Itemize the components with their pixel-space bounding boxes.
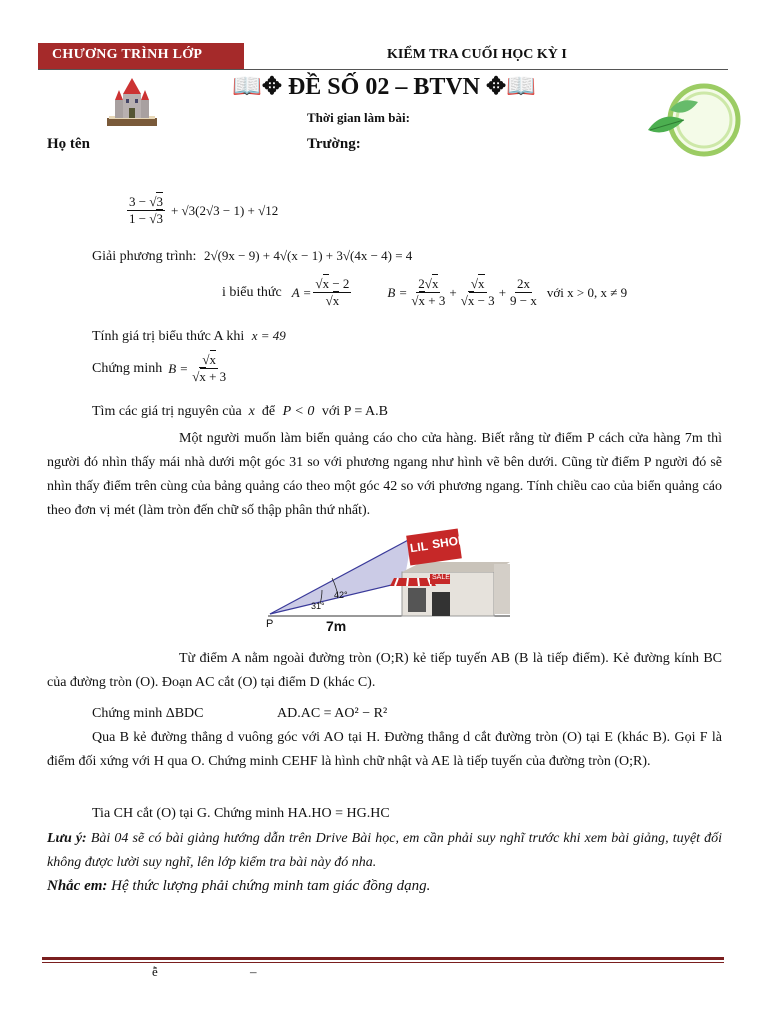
billboard-text-left: LIL xyxy=(409,538,429,556)
footer-char: ễ xyxy=(152,964,158,979)
p3a-value: x = 49 xyxy=(251,328,286,343)
p1-expr-tail: + √3(2√3 − 1) + √12 xyxy=(170,202,279,218)
school-label: Trường: xyxy=(307,136,361,152)
angle-label-low: 31° xyxy=(311,601,325,611)
angle-label-high: 42° xyxy=(334,590,348,600)
p3c-text: Tìm các giá trị nguyên của xyxy=(92,404,242,419)
time-label: Thời gian làm bài: xyxy=(307,110,410,125)
problem-3-intro: i biểu thức A = $\frac{√x - 2}{√x}$ B = $\frac{2√x}{√x + 3}$ + $\frac{√x}{√x - 3}$ + $\frac{2x}{9 - x}$ với x > 0, x ≠ 9 xyxy=(222,276,628,308)
p5a-text: Chứng minh ΔBDC xyxy=(92,706,204,721)
remind-block xyxy=(47,878,722,895)
expr-a-label: A = xyxy=(291,284,312,300)
remind-label: Nhắc em: xyxy=(47,878,108,894)
exam-label: KIỂM TRA CUỐI HỌC KỲ I xyxy=(387,47,567,62)
p3b-lhs: B = xyxy=(168,360,189,376)
book-icon-left: 📖✥ xyxy=(231,74,282,100)
problem-2 xyxy=(92,244,412,269)
note-label: Lưu ý: xyxy=(47,831,87,846)
expr-b-term3: $\frac{2x}{9 - x}$ xyxy=(510,276,537,308)
billboard-text-right: SHOP xyxy=(431,532,467,552)
p5a-expr: AD.AC = AO² − R² xyxy=(277,706,388,721)
castle-book-logo xyxy=(103,72,161,130)
header-rule xyxy=(38,69,728,70)
problem-5b-text: Qua B kẻ đường thẳng d vuông góc với AO tại H. Đường thẳng d cắt đường tròn (O) tại E (khác B). Gọi F là điểm đối xứng với H qua O. Chứng minh CEHF là hình chữ nhật và AE là tiếp tuyến của đường tròn (O;R). xyxy=(47,730,722,769)
p3c-cond: P < 0 xyxy=(282,404,315,419)
problem-3c: Tìm các giá trị nguyên của x để P < 0 với P = A.B xyxy=(92,404,388,419)
problem-5a xyxy=(92,702,387,726)
footer-dash: – xyxy=(250,964,257,979)
sale-sign-text: SALE xyxy=(432,574,450,581)
problem-3b xyxy=(92,352,230,385)
distance-label: 7m xyxy=(326,618,347,634)
footer-rule-thin xyxy=(42,962,724,963)
shop-figure xyxy=(262,526,512,638)
leaf-circle-logo xyxy=(640,80,744,160)
title-text: ĐỀ SỐ 02 – BTVN xyxy=(287,74,481,100)
footer-rule-thick xyxy=(42,957,724,960)
note-text: Bài 04 sẽ có bài giảng hướng dẫn trên Drive Bài học, em cần phải suy nghĩ trước khi xem bài giảng, tuyệt đối không được lười suy nghĩ, lên lớp kiểm tra bài này đó nha. xyxy=(47,831,723,870)
p3c-mid: để xyxy=(261,404,276,419)
name-label: Họ tên xyxy=(47,136,90,152)
p3a-text: Tính giá trị biểu thức A khi xyxy=(92,329,245,344)
problem-1-expression xyxy=(125,194,278,227)
p3-condition: với x > 0, x ≠ 9 xyxy=(546,284,628,300)
p3-intro: i biểu thức xyxy=(222,284,282,300)
remind-text: Hệ thức lượng phải chứng minh tam giác đồng dạng. xyxy=(111,878,431,894)
expr-b-label: B = xyxy=(387,284,408,300)
p3b-fraction: $\frac{√x}{√x + 3}$ xyxy=(192,352,227,384)
p3b-text: Chứng minh xyxy=(92,360,163,376)
p1-fraction: $\frac{3 - √3}{1 - √3}$ xyxy=(129,194,163,226)
p3c-tail: với P = A.B xyxy=(321,404,388,419)
problem-4-text: Một người muốn làm biển quảng cáo cho cửa hàng. Biết rằng từ điểm P cách cửa hàng 7m thì người đó nhìn thấy mái nhà dưới một góc 31 so với phương ngang như hình vẽ bên dưới. Cũng từ điểm P người đó sẽ nhìn thấy điểm trên cùng của bảng quảng cáo theo một góc 42 so với phương ngang. Tính chiều cao của biển quảng cáo theo đơn vị mét (làm tròn đến chữ số thập phân thứ nhất). xyxy=(47,431,722,518)
problem-5-text: Từ điểm A nằm ngoài đường tròn (O;R) kẻ tiếp tuyến AB (B là tiếp điểm). Kẻ đường kính BC của đường tròn (O). Đoạn AC cắt (O) tại điểm D (khác C). xyxy=(47,651,722,690)
expr-b-term1: $\frac{2√x}{√x + 3}$ xyxy=(411,276,446,308)
expr-a-fraction: $\frac{√x - 2}{√x}$ xyxy=(315,276,350,308)
expr-b-term2: $\frac{√x}{√x - 3}$ xyxy=(460,276,495,308)
program-label: CHƯƠNG TRÌNH LỚP xyxy=(52,47,203,62)
note-block xyxy=(47,827,722,875)
problem-3a xyxy=(92,324,286,349)
page-title xyxy=(200,72,568,101)
p2-label: Giải phương trình: xyxy=(92,249,197,264)
problem-5c-text: Tia CH cắt (O) tại G. Chứng minh HA.HO = HG.HC xyxy=(92,806,390,821)
point-p-label: P xyxy=(266,618,274,630)
book-icon-right: ✥📖 xyxy=(486,74,537,100)
p2-expr: 2√(9x − 9) + 4√(x − 1) + 3√(4x − 4) = 4 xyxy=(203,248,413,263)
